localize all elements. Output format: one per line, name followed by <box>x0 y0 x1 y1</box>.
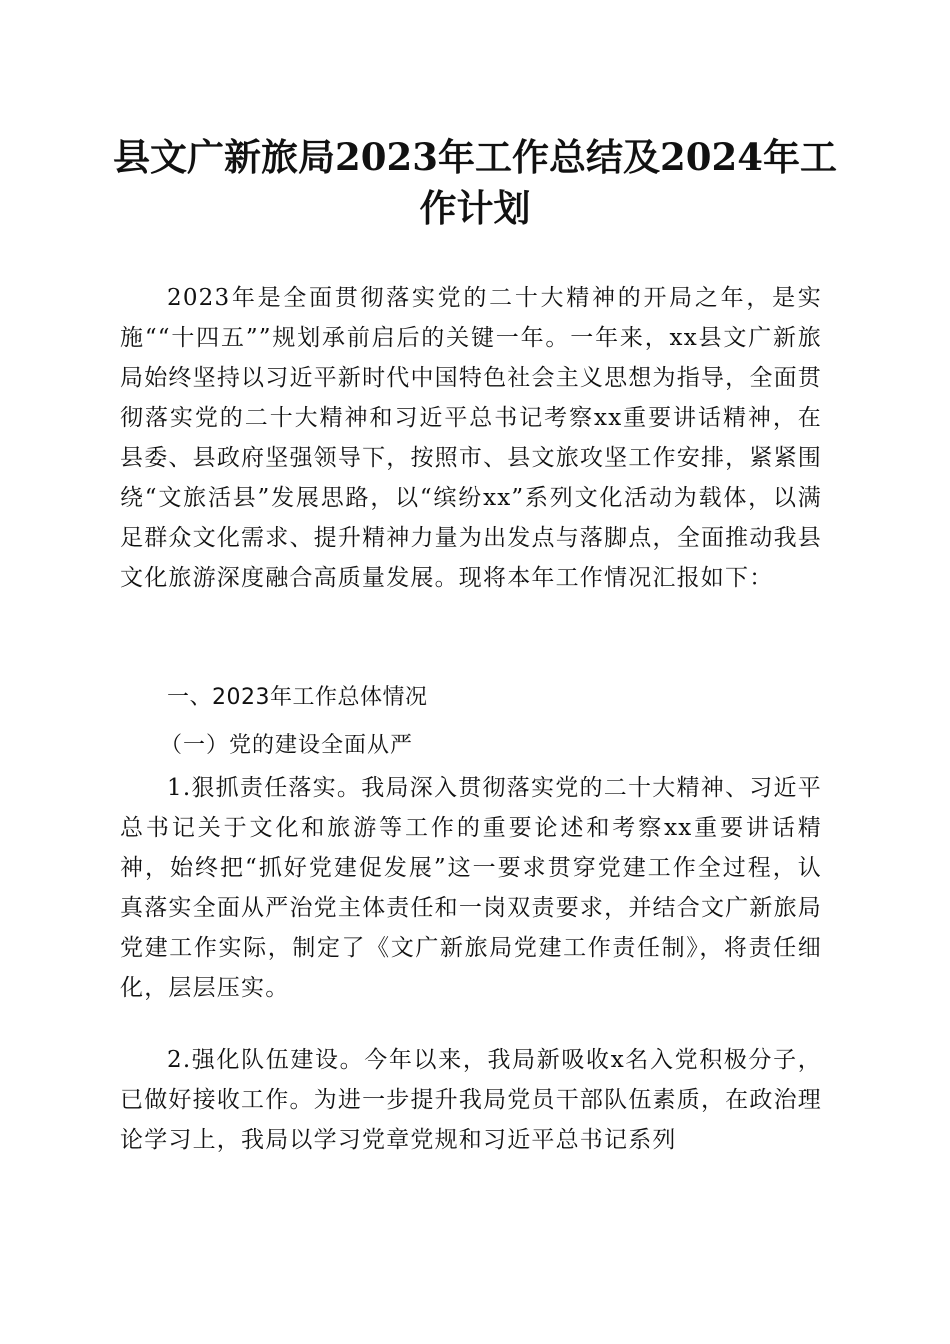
paragraph-item-2: 2.强化队伍建设。今年以来，我局新吸收x名入党积极分子，已做好接收工作。为进一步提升我局党员干部队伍素质，在政治理论学习上，我局以学习党章党规和习近平总书记系列 <box>120 1047 822 1153</box>
document-title: 县文广新旅局2023年工作总结及2024年工作计划 <box>113 135 837 230</box>
intro-paragraph: 2023年是全面贯彻落实党的二十大精神的开局之年，是实施““十四五””规划承前启后的关键一年。一年来，xx县文广新旅局始终坚持以习近平新时代中国特色社会主义思想为指导，全面贯彻落实党的二十大精神和习近平总书记考察xx重要讲话精神，在县委、县政府坚强领导下，按照市、县文旅攻坚工作安排，紧紧围绕“文旅活县”发展思路，以“缤纷xx”系列文化活动为载体，以满足群众文化需求、提升精神力量为出发点与落脚点，全面推动我县文化旅游深度融合高质量发展。现将本年工作情况汇报如下： <box>120 285 822 591</box>
subsection-heading: （一）党的建设全面从严 <box>160 733 414 758</box>
section-heading: 一、2023年工作总体情况 <box>167 685 428 710</box>
paragraph-item-1: 1.狠抓责任落实。我局深入贯彻落实党的二十大精神、习近平总书记关于文化和旅游等工作的重要论述和考察xx重要讲话精神，始终把“抓好党建促发展”这一要求贯穿党建工作全过程，认真落实全面从严治党主体责任和一岗双责要求，并结合文广新旅局党建工作实际，制定了《文广新旅局党建工作责任制》，将责任细化，层层压实。 <box>120 775 822 1001</box>
